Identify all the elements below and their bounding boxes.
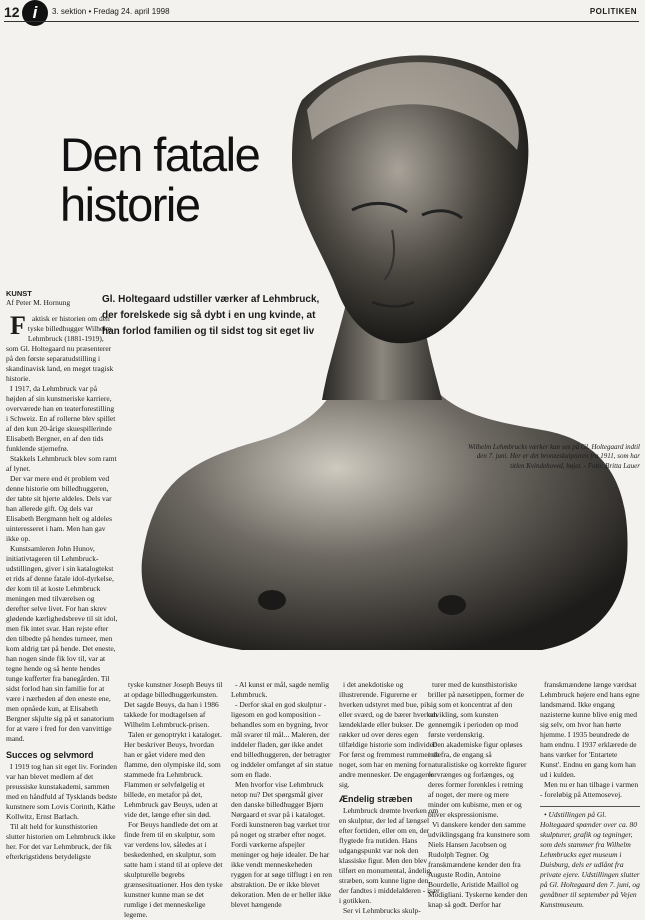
- article-column-2: [124, 680, 226, 920]
- newspaper-name: POLITIKEN: [589, 7, 637, 16]
- article-column-5: [428, 680, 530, 910]
- page-number: 12: [4, 4, 20, 20]
- article-paragraph: Faktisk er historien om den tyske billedhugger Wilhelm Lehmbruck (1881-1919), som Gl. Holtegaard nu præsenterer på den første separatudstilling i skandinavisk land, en meget tragisk historie.: [6, 311, 114, 383]
- info-logo-icon: i: [22, 0, 48, 26]
- byline: Af Peter M. Hornung: [6, 298, 71, 307]
- article-paragraph: Vi danskere kender den samme udviklingsgang fra kunstnere som Niels Hansen Jacobsen og Rudolph Tegner. Og franskmændene kender den fra Auguste Rodin, Antoine Bourdelle, Aristide Maillol og Modigliani. Tyskerne kender den knap så godt. Derfor har: [428, 820, 530, 909]
- article-paragraph: Til alt held for kunsthistorien slutter historien om Lehmbruck ikke her. For det var Lehmbruck, der fik efterkrigstidens betydeligste: [6, 822, 116, 861]
- article-paragraph: I 1917, da Lehmbruck var på højden af sin kunstneriske karriere, overværede han en teaterforestilling i Schweiz. En af rollerne blev spillet af den kun 20-årige skuespillerinde Elisabeth Bergner, en af den tids funklende stjernefrø.: [6, 384, 116, 453]
- page-header: [0, 0, 645, 30]
- article-paragraph: i det anekdotiske og illustrerende. Figurerne er hverken udstyret med bue, pil eller sværd, og de bærer hverken lændeklæde eller bukser. De rækker ud over deres egen tilfældige historie som individer. For først og fremmest rummer de noget, som har en mening for andre mennesker. De engagerer sig.: [339, 680, 440, 789]
- drop-cap: F: [10, 311, 26, 340]
- headline: [60, 130, 259, 230]
- article-paragraph: Stakkels Lehmbruck blev som ramt af lynet.: [6, 454, 117, 473]
- article-column-6: [540, 680, 640, 910]
- article-paragraph: - Al kunst er mål, sagde nemlig Lehmbruck.: [231, 680, 329, 699]
- article-paragraph: Der var mere end ét problem ved denne historie om billedhuggeren, der tabte sit hjerte aldeles. Dels var han allerede gift. Og dels var Elisabeth Bergmann helt og aldeles uinteresseret i ham. Men han gav ikke op.: [6, 474, 113, 543]
- article-column-3: [231, 680, 333, 910]
- article-paragraph: I 1919 tog han sit eget liv. Forinden var han blevet medlem af det preussiske kunstakademi, sammen med en håndfuld af Tysklands bedste kunstnere som Lovis Corinth, Käthe Kollwitz, Ernst Barlach.: [6, 762, 118, 821]
- standfirst: Gl. Holtegaard udstiller værker af Lehmbruck, der forelskede sig så dybt i en ung kvinde, at han forlod familien og til sidst tog sit eget liv: [102, 294, 320, 337]
- article-paragraph: Ser vi Lehmbrucks skulp-: [343, 906, 421, 915]
- sculpture-torso: [142, 370, 628, 650]
- header-rule: [4, 21, 639, 22]
- article-paragraph: For Beuys handlede det om at finde frem til en skulptur, som var verdens lov, således at i beskedenhed, en skulptur, som satte ham i stand til at opleve det skulpturelle begrebs grænsesituationer. Hos den tyske kunstner kunne man se det rumlige i det menneskelige legeme.: [124, 820, 223, 919]
- article-paragraph: Talen er genoptrykt i kataloget. Her beskriver Beuys, hvordan han er gået videre med den flamme, den olympiske ild, som stammede fra Lehmbruck. Flammen er selvfølgelig et billede, en metafor på det, Lehmbruck gav Beuys, uden at vide det, længe efter sin død.: [124, 730, 222, 819]
- article-paragraph: Men nu er han tilbage i varmen - foreløbig på Attemosevej.: [540, 780, 639, 799]
- kicker: KUNST: [6, 289, 32, 298]
- article-column-4: [339, 680, 441, 916]
- headline-line-1: Den fatale: [60, 128, 260, 181]
- article-paragraph: franskmændene længe værdsat Lehmbruck højere end hans egne landsmænd. Ikke engang nazisterne kunne blive enig med sig selv, om hvor han hørte hjemme. I 1935 beundrede de ham endnu. I 1937 erklærede de hans værker for 'Entartete Kunst'. Endnu en gang kom han ud i kulden.: [540, 680, 640, 779]
- article-paragraph: Men hvorfor vise Lehmbruck netop nu? Det spørgsmål giver den danske billedhugger Bjørn Nørgaard et svar på i kataloget. Fordi kunstneren bag værket tror på noget og stræber efter noget. Fordi værkerne afspejler meninger og høje idealer. De har ikke vendt menneskeheden ryggen for at søge tilflugt i en ren abstraktion. De er ikke blevet dekoration. Men de er heller ikke blevet hængende: [231, 780, 333, 909]
- subheading: Succes og selvmord: [6, 750, 94, 760]
- fact-box: • Udstillingen på Gl. Holtegaard spænder over ca. 80 skulpturer, grafik og tegninger, som dels stammer fra Wilhelm Lehmbrucks eget museum i Duisburg, dels er udlånt fra private ejere. Udstillingen slutter på Gl. Holtegaard den 7. juni, og genåbner til september på Vejen Kunstmuseum.: [540, 806, 640, 910]
- article-paragraph: tyske kunstner Joseph Beuys til at opdage billedhuggerkunsten. Det sagde Beuys, da han i 1986 takkede for modtagelsen af Wilhelm Lehmbruck-prisen.: [124, 680, 223, 729]
- article-paragraph: turer med de kunsthistoriske briller på næsetippen, former de sig som et koncentrat af den udvikling, som kunsten gennemgik i perioden op mod første verdenskrig.: [428, 680, 525, 739]
- article-paragraph: - Derfor skal en god skulptur - ligesom en god komposition - behandles som en bygning, hvor mål svarer til mål... Maleren, der inddeler fladen, gør ikke andet end billedhuggeren, der betragter og inddeler omfanget af sin statue som en flade.: [231, 700, 333, 779]
- photo-caption: Wilhelm Lehmbrucks værker kan ses på Gl. Holtegaard indtil den 7. juni. Her er det bronzeskulpturen fra 1911, som har titlen Kvindehoved, bøjet. - Foto: Britta Lauer: [468, 443, 640, 470]
- article-paragraph: Den akademiske figur opløses indefra, de engang så naturalistiske og korrekte figurer forvrænges og forlænges, og deres former forenkles i retning af noget, der mere og mere minder om kubisme, men er og bliver ekspressionisme.: [428, 740, 527, 819]
- article-paragraph: Lehmbruck drømte hverken om en skulptur, der led af længsel efter fortiden, eller om en, der flygtede fra nutiden. Hans udgangspunkt var nok den klassiske figur. Men den blev tilført en monumental, åndelig stræben, som kunne ligne den, der fandtes i middelalderen - især i gotikken.: [339, 806, 440, 905]
- subheading: Ændelig stræben: [339, 794, 413, 804]
- headline-line-2: historie: [60, 178, 200, 231]
- article-column-1: [6, 311, 118, 862]
- section-dateline: 3. sektion • Fredag 24. april 1998: [52, 7, 170, 16]
- article-paragraph: Kunstsamleren John Hunov, initiativtageren til Lehmbruck-udstillingen, giver i sin katalogtekst et rids af denne fatale idol-dyrkelse, der kom til at koste Lehmbruck meningen med tilværelsen og derefter selve livet. For han skrev glødende kærlighedsbreve til sit idol, men fik intet svar. Han rejste efter den tilbedte på hendes turneer, men kom aldrig tæt på hende. Det eneste, han nogen sinde fik lov til, var at tegne hende og så hente hendes tunge kufferter fra banegården. Til sidst forlod han sin familie for at være i nærheden af den eneste ene, men opnåede kun, at Elisabeth Bergner skjulte sig på et sanatorium for at være i fred for den vanvittige mand.: [6, 544, 118, 743]
